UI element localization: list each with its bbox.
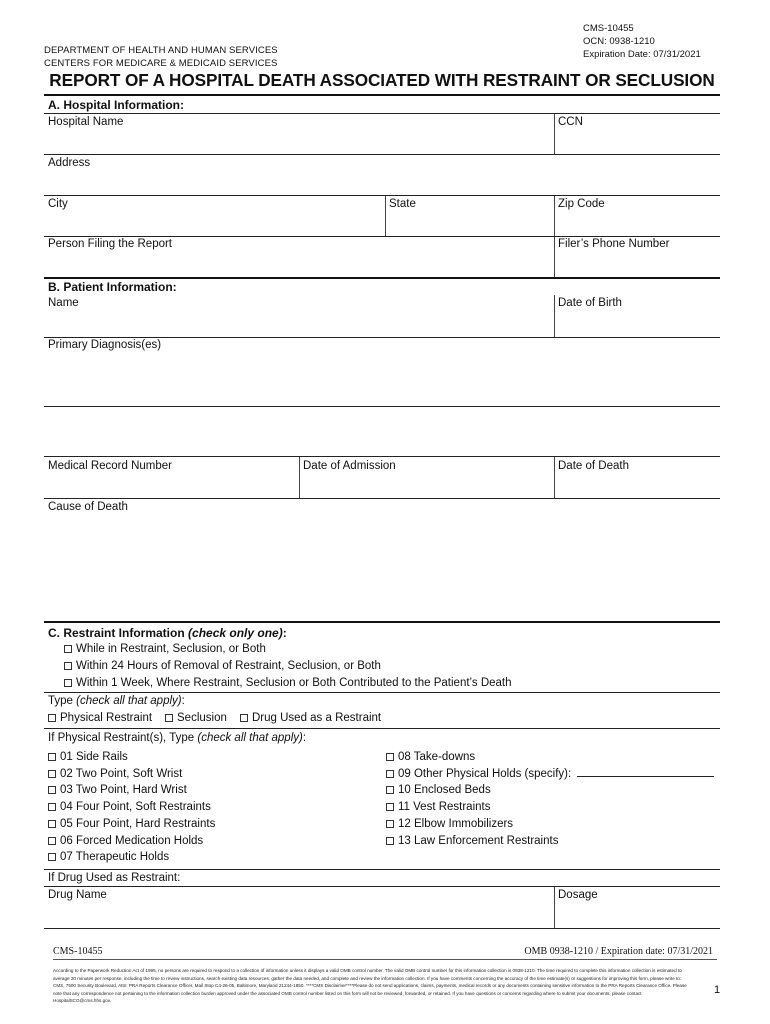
checkbox[interactable] [48, 820, 56, 828]
form-id-block [583, 22, 701, 61]
physical-option-01[interactable] [48, 751, 128, 763]
person-filing-field[interactable] [44, 237, 553, 276]
option-label: Drug Used as a Restraint [252, 712, 382, 724]
date-death-field[interactable] [555, 457, 720, 497]
option-label: 06 Forced Medication Holds [60, 835, 204, 847]
option-label: Seclusion [177, 712, 227, 724]
hospital-name-field[interactable] [44, 114, 553, 154]
option-label: 03 Two Point, Hard Wrist [60, 784, 187, 796]
divider [44, 692, 720, 693]
primary-diagnosis-label: Primary Diagnosis(es) [48, 339, 162, 351]
date-death-label: Date of Death [558, 460, 629, 472]
physical-option-11[interactable] [386, 801, 490, 813]
diagnosis-line [44, 406, 720, 407]
checkbox[interactable] [64, 645, 72, 653]
option-label: 05 Four Point, Hard Restraints [60, 818, 216, 830]
form-number: CMS-10455 [583, 23, 634, 34]
type-label: Type (check all that apply): [48, 695, 185, 707]
type-drug[interactable] [240, 712, 381, 724]
checkbox[interactable] [386, 753, 394, 761]
option-label: Within 1 Week, Where Restraint, Seclusion or Both Contributed to the Patient’s Death [76, 677, 512, 689]
section-a-heading: A. Hospital Information: [48, 98, 184, 112]
physical-note: (check all that apply) [197, 732, 303, 744]
option-label: 07 Therapeutic Holds [60, 851, 170, 863]
option-label: 10 Enclosed Beds [398, 784, 491, 796]
checkbox[interactable] [386, 786, 394, 794]
state-field[interactable] [386, 196, 553, 235]
zip-label: Zip Code [558, 198, 605, 210]
option-label: 02 Two Point, Soft Wrist [60, 768, 183, 780]
section-b-heading: B. Patient Information: [48, 280, 177, 294]
option-label: While in Restraint, Seclusion, or Both [76, 643, 266, 655]
section-c-heading [48, 626, 287, 640]
checkbox[interactable] [386, 770, 394, 778]
ccn-field[interactable] [555, 114, 720, 154]
section-c-note: (check only one) [188, 626, 283, 640]
option-label: 13 Law Enforcement Restraints [398, 835, 559, 847]
dosage-label: Dosage [558, 889, 598, 901]
option-label: 01 Side Rails [60, 751, 128, 763]
footer-rule [53, 959, 717, 960]
checkbox[interactable] [48, 803, 56, 811]
physical-type-label: If Physical Restraint(s), Type (check all that apply): [48, 732, 307, 744]
checkbox[interactable] [48, 853, 56, 861]
physical-option-12[interactable] [386, 818, 513, 830]
address-label: Address [48, 157, 91, 169]
filer-phone-field[interactable] [555, 237, 720, 276]
checkbox[interactable] [165, 714, 173, 722]
option-label: 09 Other Physical Holds (specify): [398, 768, 572, 780]
agency-line-1: DEPARTMENT OF HEALTH AND HUMAN SERVICES [44, 45, 278, 56]
physical-option-10[interactable] [386, 784, 491, 796]
physical-option-02[interactable] [48, 768, 182, 780]
drug-name-label: Drug Name [48, 889, 107, 901]
section-c-title: C. Restraint Information [48, 626, 185, 640]
hospital-name-label: Hospital Name [48, 116, 124, 128]
form-title: REPORT OF A HOSPITAL DEATH ASSOCIATED WITH RESTRAINT OR SECLUSION [49, 70, 715, 90]
cause-death-label: Cause of Death [48, 501, 128, 513]
checkbox[interactable] [386, 820, 394, 828]
checkbox[interactable] [386, 837, 394, 845]
ocn-number: OCN: 0938-1210 [583, 36, 655, 47]
option-label: 11 Vest Restraints [398, 801, 491, 813]
physical-option-06[interactable] [48, 835, 203, 847]
agency-line-2: CENTERS FOR MEDICARE & MEDICAID SERVICES [44, 58, 278, 69]
primary-diagnosis-field[interactable] [44, 338, 720, 455]
physical-option-03[interactable] [48, 784, 187, 796]
checkbox[interactable] [48, 786, 56, 794]
timing-option-1[interactable] [64, 643, 266, 655]
option-label: Physical Restraint [60, 712, 153, 724]
checkbox[interactable] [64, 662, 72, 670]
divider [44, 728, 720, 729]
drug-name-field[interactable] [44, 887, 553, 927]
patient-name-label: Name [48, 297, 79, 309]
divider [44, 928, 720, 929]
city-field[interactable] [44, 196, 384, 235]
zip-field[interactable] [555, 196, 720, 235]
checkbox[interactable] [386, 803, 394, 811]
dob-label: Date of Birth [558, 297, 622, 309]
option-label: 08 Take-downs [398, 751, 476, 763]
checkbox[interactable] [48, 770, 56, 778]
title-rule [44, 94, 720, 96]
checkbox[interactable] [240, 714, 248, 722]
physical-option-09[interactable] [386, 768, 571, 780]
type-seclusion[interactable] [165, 712, 227, 724]
patient-name-field[interactable] [44, 295, 553, 336]
date-admission-field[interactable] [300, 457, 553, 497]
divider [44, 869, 720, 870]
address-field[interactable] [44, 155, 720, 194]
option-label: 12 Elbow Immobilizers [398, 818, 514, 830]
type-note: (check all that apply) [76, 695, 182, 707]
timing-option-2[interactable] [64, 660, 381, 672]
medical-record-label: Medical Record Number [48, 460, 172, 472]
paperwork-notice: According to the Paperwork Reduction Act of 1995, no persons are required to respond to a collection of information unless it displays a valid OMB control number. The valid OMB control number for this information collection is 0938-1210. The time required to complete this information collection is estimated to average 20 minutes per response, including the time to review instructions, search existing data resources, gather the data needed, and complete and review the information collection. If you have comments concerning the accuracy of the time estimate(s) or suggestions for improving this form, please write to: CMS, 7500 Security Boulevard, Attn: PRA Reports Clearance Officer, Mail Stop C4-26-05, Baltimore, Maryland 21244-1850. ****CMS Disclaimer****Please do not send applications, claims, payments, medical records or any documents containing sensitive information to the PRA Reports Clearance Office. Please note that any correspondence not pertaining to the information collection burden approved under the associated OMB control number listed on this form will not be reviewed, forwarded, or retained. If you have questions or concerns regarding where to submit your documents, please contact HospitalSCG@cms.hhs.gov. [53, 968, 687, 1004]
footer-form-number: CMS-10455 [53, 946, 103, 957]
section-rule [44, 621, 720, 623]
option-label: Within 24 Hours of Removal of Restraint, Seclusion, or Both [76, 660, 381, 672]
dosage-field[interactable] [555, 887, 720, 927]
physical-label-text: If Physical Restraint(s), Type [48, 732, 195, 744]
checkbox[interactable] [48, 714, 56, 722]
type-physical[interactable] [48, 712, 152, 724]
expiration-date: Expiration Date: 07/31/2021 [583, 49, 701, 60]
physical-option-07[interactable] [48, 851, 169, 863]
person-filing-label: Person Filing the Report [48, 238, 173, 250]
physical-option-08[interactable] [386, 751, 475, 763]
agency-name [44, 44, 278, 70]
physical-option-04[interactable] [48, 801, 211, 813]
date-admission-label: Date of Admission [303, 460, 396, 472]
filer-phone-label: Filer’s Phone Number [558, 238, 670, 250]
city-label: City [48, 198, 68, 210]
type-label-text: Type [48, 695, 73, 707]
checkbox[interactable] [48, 837, 56, 845]
drug-section-label: If Drug Used as Restraint: [48, 872, 181, 884]
checkbox[interactable] [48, 753, 56, 761]
cause-death-field[interactable] [44, 499, 720, 620]
checkbox[interactable] [64, 679, 72, 687]
footer-omb: OMB 0938-1210 / Expiration date: 07/31/2021 [524, 946, 713, 957]
section-rule [44, 277, 720, 279]
dob-field[interactable] [555, 295, 720, 336]
medical-record-field[interactable] [44, 457, 298, 497]
physical-option-13[interactable] [386, 835, 558, 847]
page-number: 1 [714, 984, 721, 996]
specify-field[interactable] [577, 776, 714, 777]
physical-option-05[interactable] [48, 818, 215, 830]
option-label: 04 Four Point, Soft Restraints [60, 801, 211, 813]
section-c-colon: : [282, 626, 287, 640]
ccn-label: CCN [558, 116, 583, 128]
state-label: State [389, 198, 416, 210]
timing-option-3[interactable] [64, 677, 512, 689]
